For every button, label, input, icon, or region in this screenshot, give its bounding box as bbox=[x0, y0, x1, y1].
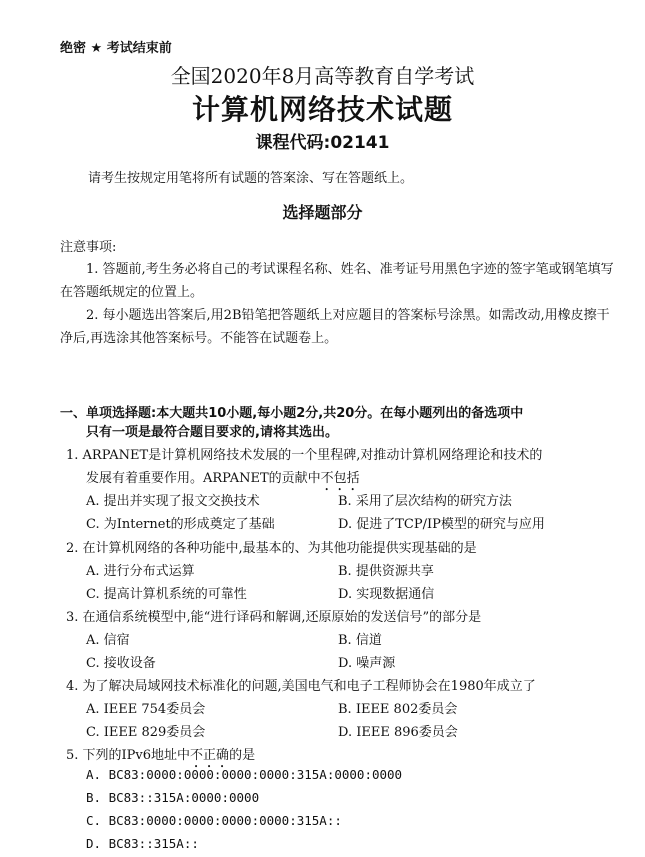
question-5-option-c: C. BC83:0000:0000:0000:0000:315A:: bbox=[86, 813, 342, 828]
question-2-option-b: B. 提供资源共享 bbox=[338, 564, 434, 579]
notice-item-1: 1. 答题前,考生务必将自己的考试课程名称、姓名、准考证号用黑色字迹的签字笔或钢笔填写在答题纸规定的位置上。 bbox=[60, 262, 614, 300]
question-1-option-d: D. 促进了TCP/IP模型的研究与应用 bbox=[338, 517, 545, 532]
question-1-emphasis: 不包括 bbox=[320, 471, 360, 486]
question-4-option-c: C. IEEE 829委员会 bbox=[86, 725, 206, 740]
question-2-stem: 2. 在计算机网络的各种功能中,最基本的、为其他功能提供实现基础的是 bbox=[66, 541, 477, 556]
general-instruction: 请考生按规定用笔将所有试题的答案涂、写在答题纸上。 bbox=[88, 171, 414, 186]
question-3-option-a: A. 信宿 bbox=[86, 633, 130, 648]
question-1-stem-text: 发展有着重要作用。ARPANET的贡献中 bbox=[86, 471, 321, 486]
question-5-emphasis: 不正确 bbox=[190, 748, 230, 763]
course-code: 课程代码:02141 bbox=[255, 133, 390, 153]
question-4-option-d: D. IEEE 896委员会 bbox=[338, 725, 458, 740]
question-5-option-d: D. BC83::315A:: bbox=[86, 836, 199, 851]
part-title: 选择题部分 bbox=[282, 203, 363, 222]
question-4-stem: 4. 为了解决局域网技术标准化的问题,美国电气和电子工程师协会在1980年成立了 bbox=[66, 679, 536, 694]
question-5-option-b: B. BC83::315A:0000:0000 bbox=[86, 790, 260, 805]
question-1-option-b: B. 采用了层次结构的研究方法 bbox=[338, 494, 512, 509]
question-3-option-c: C. 接收设备 bbox=[86, 656, 156, 671]
notice-heading: 注意事项: bbox=[60, 240, 117, 255]
section-heading-cont: 只有一项是最符合题目要求的,请将其选出。 bbox=[86, 425, 338, 440]
question-2-option-a: A. 进行分布式运算 bbox=[86, 564, 195, 579]
confidential-label: 绝密 ★ 考试结束前 bbox=[60, 41, 172, 56]
section-heading: 一、单项选择题:本大题共10小题,每小题2分,共20分。在每小题列出的备选项中 bbox=[60, 406, 524, 421]
question-3-option-d: D. 噪声源 bbox=[338, 656, 396, 671]
question-1-stem: 1. ARPANET是计算机网络技术发展的一个里程碑,对推动计算机网络理论和技术的 bbox=[66, 448, 543, 463]
question-2-option-c: C. 提高计算机系统的可靠性 bbox=[86, 587, 247, 602]
question-4-option-b: B. IEEE 802委员会 bbox=[338, 702, 458, 717]
notice-item-2: 2. 每小题选出答案后,用2B铅笔把答题纸上对应题目的答案标号涂黑。如需改动,用橡皮擦干净后,再选涂其他答案标号。不能答在试题卷上。 bbox=[60, 308, 610, 346]
question-5-option-a: A. BC83:0000:0000:0000:0000:315A:0000:0000 bbox=[86, 767, 403, 782]
question-1-option-a: A. 提出并实现了报文交换技术 bbox=[86, 494, 260, 509]
subject-title: 计算机网络技术试题 bbox=[191, 93, 453, 126]
question-3-stem: 3. 在通信系统模型中,能“进行译码和解调,还原原始的发送信号”的部分是 bbox=[66, 610, 482, 625]
question-1-option-c: C. 为Internet的形成奠定了基础 bbox=[86, 517, 275, 532]
question-4-option-a: A. IEEE 754委员会 bbox=[86, 702, 206, 717]
question-3-option-b: B. 信道 bbox=[338, 633, 382, 648]
question-5-stem-end: 的是 bbox=[229, 748, 256, 763]
exam-title: 全国2020年8月高等教育自学考试 bbox=[170, 64, 475, 88]
question-5-stem-text: 5. 下列的IPv6地址中 bbox=[66, 748, 191, 763]
question-2-option-d: D. 实现数据通信 bbox=[338, 587, 435, 602]
